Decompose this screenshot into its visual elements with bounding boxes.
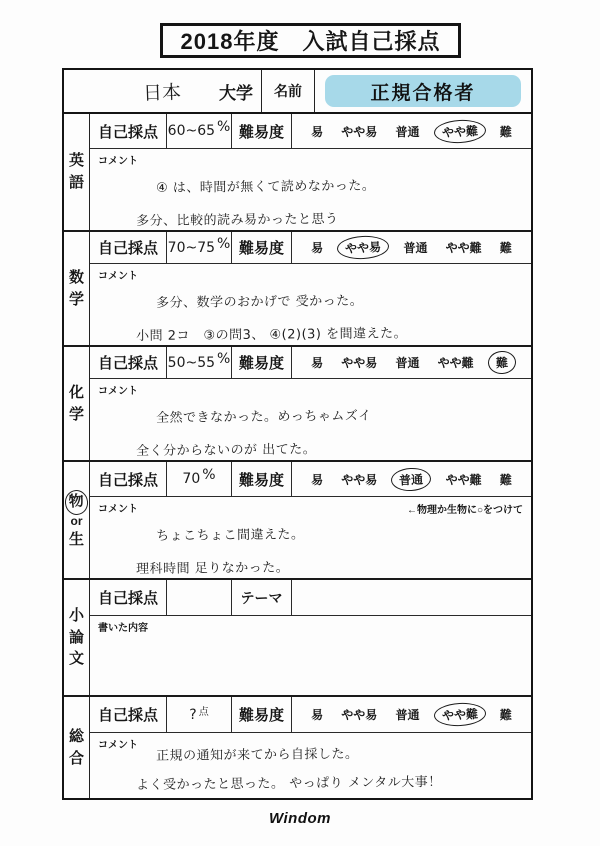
self-score-value-overall: ? 点 — [167, 697, 232, 732]
handwritten-comment: よく受かったと思った。 やっぱり メンタル大事！ — [135, 774, 442, 794]
self-score-value-english: 60~65 % — [167, 114, 232, 148]
subject-label-essay: 小論文 — [64, 580, 90, 695]
score-row-math — [90, 232, 531, 264]
self-score-value-chemistry: 50~55 % — [167, 347, 232, 378]
self-scoring-table — [62, 68, 533, 800]
difficulty-label: 難易度 — [232, 114, 292, 148]
self-score-label: 自己採点 — [90, 462, 167, 496]
difficulty-option-circled: 難 — [487, 350, 516, 374]
theme-value-empty — [292, 580, 531, 615]
difficulty-option: 普通 — [403, 241, 428, 255]
subject-block-physics-or-biology — [64, 462, 531, 580]
circle-instruction-note: ←物理か生物に○をつけて — [406, 505, 523, 516]
handwritten-comment: ④ は、時間が無くて読めなかった。 — [155, 178, 376, 196]
difficulty-option: 普通 — [395, 124, 420, 139]
handwritten-comment: 多分、比較的読み易かったと思う — [135, 211, 339, 230]
difficulty-option: 易 — [311, 241, 324, 255]
score-row-chemistry — [90, 347, 531, 379]
self-score-value-physics: 70 % — [167, 462, 232, 496]
physics-circled-mark: 物 — [64, 488, 89, 515]
self-score-value-essay-empty — [167, 580, 232, 615]
unit-percent: % — [202, 467, 216, 483]
difficulty-option: 難 — [499, 472, 512, 487]
written-content-area — [90, 616, 531, 695]
handwritten-comment: 全く分からないのが 出てた。 — [135, 442, 317, 460]
subject-block-essay — [64, 580, 531, 697]
result-cell — [315, 70, 531, 112]
difficulty-option: 普通 — [395, 356, 420, 370]
written-content-label: 書いた内容 — [98, 623, 148, 634]
difficulty-options-overall — [292, 697, 531, 732]
difficulty-option: やや易 — [341, 356, 378, 370]
difficulty-label: 難易度 — [232, 697, 292, 732]
score-row-physics — [90, 462, 531, 497]
difficulty-option: 難 — [499, 241, 512, 255]
comment-label: コメント — [98, 504, 138, 515]
subject-label-chemistry: 化学 — [64, 347, 90, 460]
difficulty-options-physics — [292, 462, 531, 496]
comment-area-math — [90, 264, 531, 345]
subject-block-english — [64, 114, 531, 232]
comment-label: コメント — [98, 740, 138, 751]
difficulty-option-circled: やや難 — [433, 118, 486, 144]
subject-label-overall: 総合 — [64, 697, 90, 798]
self-score-label: 自己採点 — [90, 347, 167, 378]
subject-block-math — [64, 232, 531, 347]
difficulty-option: 普通 — [395, 708, 420, 722]
difficulty-option: 難 — [499, 708, 512, 722]
self-score-label: 自己採点 — [90, 580, 167, 615]
difficulty-option: やや易 — [341, 708, 378, 722]
university-cell — [64, 70, 262, 112]
difficulty-option-circled: やや難 — [433, 702, 486, 728]
difficulty-option-circled: やや易 — [337, 235, 390, 261]
difficulty-option: やや難 — [445, 241, 482, 255]
comment-area-physics — [90, 497, 531, 578]
comment-label: コメント — [98, 271, 138, 282]
university-header-row — [64, 70, 531, 114]
unit-percent: % — [217, 235, 231, 252]
score-row-overall — [90, 697, 531, 733]
unit-percent: % — [217, 119, 231, 135]
difficulty-options-chemistry — [292, 347, 531, 378]
difficulty-option: 易 — [311, 708, 324, 722]
score-row-english — [90, 114, 531, 149]
difficulty-option: 易 — [311, 472, 324, 487]
handwritten-comment: 正規の通知が来てから自採した。 — [155, 746, 359, 764]
comment-area-overall — [90, 733, 531, 798]
handwritten-comment: 多分、数学のおかげで 受かった。 — [155, 293, 364, 311]
subject-label-english: 英語 — [64, 114, 90, 230]
self-score-label: 自己採点 — [90, 697, 167, 732]
difficulty-label: 難易度 — [232, 232, 292, 263]
page-title: 2018年度 入試自己採点 — [160, 23, 461, 58]
self-score-value-math: 70~75 % — [167, 232, 232, 263]
difficulty-option: やや易 — [341, 472, 378, 487]
self-score-label: 自己採点 — [90, 232, 167, 263]
difficulty-option: 難 — [499, 124, 512, 139]
difficulty-option: 易 — [311, 124, 324, 139]
difficulty-option: やや易 — [341, 124, 378, 139]
unit-points: 点 — [198, 707, 209, 718]
handwritten-comment: 小問 2コ ③の問3、 ④(2)(3) を間違えた。 — [135, 326, 408, 345]
handwritten-comment: 全然できなかった。めっちゃムズイ — [155, 408, 372, 426]
score-row-essay — [90, 580, 531, 616]
theme-label: テーマ — [232, 580, 292, 615]
university-name-handwritten: 日本 — [142, 80, 182, 105]
difficulty-option-circled: 普通 — [391, 466, 432, 491]
handwritten-comment: 理科時間 足りなかった。 — [135, 560, 290, 578]
difficulty-label: 難易度 — [232, 462, 292, 496]
handwritten-content-empty — [156, 640, 523, 644]
university-suffix-label: 大学 — [219, 83, 253, 103]
result-badge: 正規合格者 — [325, 75, 521, 107]
subject-block-chemistry — [64, 347, 531, 462]
handwritten-comment: ちょこちょこ間違えた。 — [155, 527, 305, 544]
subject-label-math: 数学 — [64, 232, 90, 345]
self-score-label: 自己採点 — [90, 114, 167, 148]
subject-label-physics-or-biology: 物 or 生 — [64, 462, 90, 578]
name-label-cell: 名前 — [262, 70, 315, 112]
comment-label: コメント — [98, 386, 138, 397]
difficulty-options-math — [292, 232, 531, 263]
difficulty-options-english — [292, 114, 531, 148]
difficulty-option: 易 — [311, 356, 324, 370]
comment-area-chemistry — [90, 379, 531, 460]
difficulty-label: 難易度 — [232, 347, 292, 378]
windom-logo: Windom — [268, 810, 332, 827]
comment-area-english — [90, 149, 531, 230]
unit-percent: % — [217, 350, 231, 367]
difficulty-option: やや難 — [445, 472, 482, 487]
comment-label: コメント — [98, 156, 138, 167]
subject-block-overall — [64, 697, 531, 798]
difficulty-option: やや難 — [437, 356, 474, 370]
